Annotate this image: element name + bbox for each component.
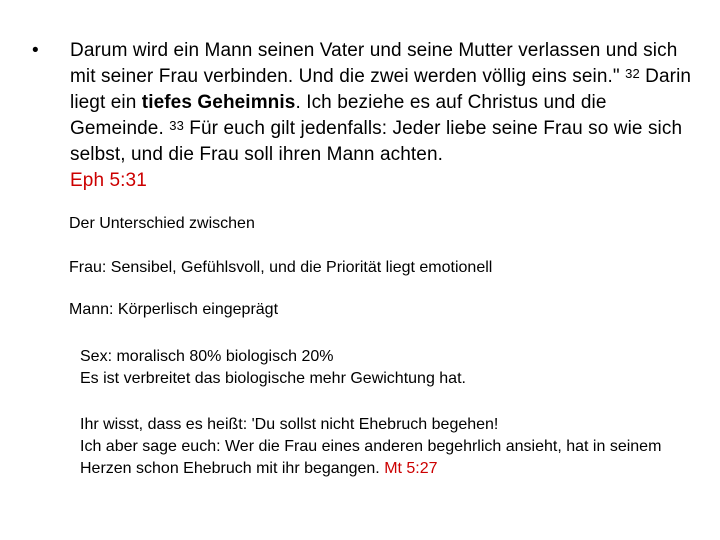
adultery-quote-block: [80, 414, 700, 480]
bible-reference: Eph 5:31: [70, 170, 147, 191]
man-description: Mann: Körperlisch eingeprägt: [69, 301, 279, 318]
verse-number-32: 32: [625, 66, 640, 81]
bullet-text: [70, 38, 692, 194]
emphasis-text: tiefes Geheimnis: [141, 92, 296, 113]
sex-ratio-block: [80, 346, 466, 390]
bible-reference-mt: Mt 5:27: [384, 460, 438, 477]
difference-heading: Der Unterschied zwischen: [69, 215, 255, 232]
verse-number-33: 33: [169, 118, 184, 133]
quote-text-part-3: . Ich beziehe es auf Christus und die Gemeinde.: [70, 92, 607, 139]
adultery-quote-line-1: Ihr wisst, dass es heißt: 'Du sollst nicht Ehebruch begehen!: [80, 416, 499, 433]
sex-ratio-line: Sex: moralisch 80% biologisch 20%: [80, 348, 334, 365]
adultery-quote-line-2: [80, 436, 700, 480]
woman-description: Frau: Sensibel, Gefühlsvoll, und die Priorität liegt emotionell: [69, 259, 493, 276]
quote-text-part-4: Für euch gilt jedenfalls: Jeder liebe seine Frau so wie sich selbst, und die Frau soll ihren Mann achten.: [70, 118, 683, 165]
biological-weighting-line: Es ist verbreitet das biologische mehr Gewichtung hat.: [80, 370, 466, 387]
quote-text-part-1: Darum wird ein Mann seinen Vater und seine Mutter verlassen und sich mit seiner Frau verbinden. Und die zwei werden völlig eins sein.": [70, 40, 678, 87]
bullet-icon: •: [32, 40, 39, 61]
bible-quote-bullet: [32, 38, 692, 194]
quote-text-part-2: Darin liegt ein: [70, 66, 692, 113]
adultery-quote-text: Ich aber sage euch: Wer die Frau eines anderen begehrlich ansieht, hat in seinem Herzen schon Ehebruch mit ihr begangen.: [80, 438, 662, 477]
